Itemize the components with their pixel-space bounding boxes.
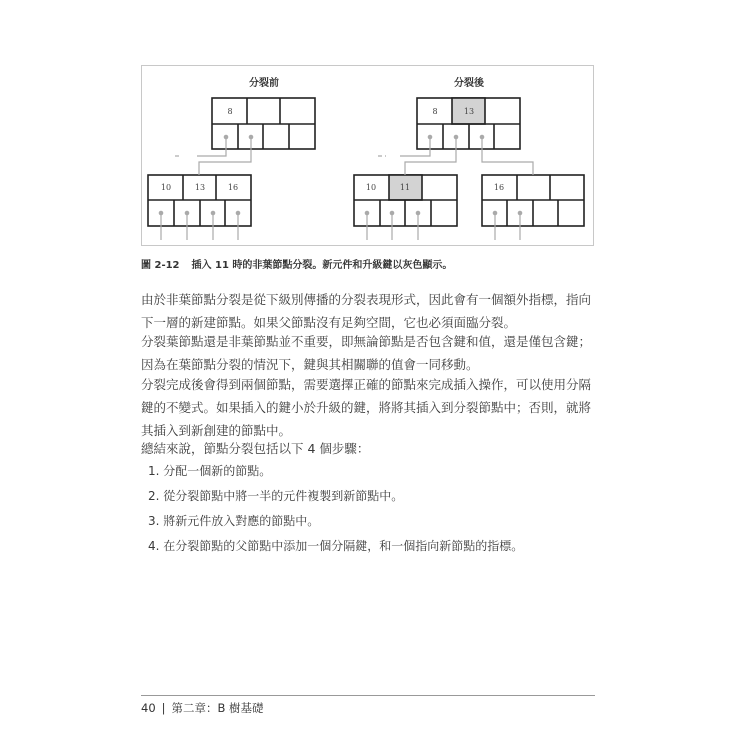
after-parent-node (417, 98, 520, 149)
key-after-parent-0: 8 (432, 107, 438, 116)
key-before-parent-0: 8 (227, 107, 233, 116)
after-title: 分裂後 (454, 78, 484, 89)
paragraph-1: 由於非葉節點分裂是從下級別傳播的分裂表現形式，因此會有一個額外指標，指向下一層的新建節點。如果父節點沒有足夠空間，它也必須面臨分裂。 (141, 292, 592, 330)
step-2: 2. 從分裂節點中將一半的元件複製到新節點中。 (148, 489, 404, 503)
caption-number: 圖 2-12 (141, 260, 180, 271)
step-1: 1. 分配一個新的節點。 (148, 464, 272, 478)
before-parent-node (212, 98, 315, 149)
caption-text: 插入 11 時的非葉節點分裂。新元件和升級鍵以灰色顯示。 (191, 260, 453, 271)
step-4: 4. 在分裂節點的父節點中添加一個分隔鍵，和一個指向新節點的指標。 (148, 539, 524, 553)
key-after-parent-1: 13 (463, 107, 475, 116)
key-after-right-0: 16 (493, 183, 505, 192)
key-before-leaf-0: 10 (160, 183, 172, 192)
key-after-left-0: 10 (365, 183, 377, 192)
key-before-leaf-1: 13 (194, 183, 206, 192)
paragraph-2: 分裂葉節點還是非葉節點並不重要，即無論節點是否包含鍵和值，還是僅包含鍵；因為在葉節點分裂的情況下，鍵與其相關聯的值會一同移動。 (141, 334, 592, 372)
footer-separator: | (161, 701, 166, 715)
figure-caption (141, 256, 452, 271)
key-after-left-1: 11 (399, 183, 411, 192)
btree-split-diagram (0, 0, 750, 260)
before-title: 分裂前 (249, 78, 279, 89)
paragraph-3: 分裂完成後會得到兩個節點，需要選擇正確的節點來完成插入操作，可以使用分隔鍵的不變式。如果插入的鍵小於升級的鍵，將將其插入到分裂節點中；否則，就將其插入到新創建的節點中。 (141, 377, 592, 438)
footer-rule (141, 695, 595, 696)
chapter-title: 第二章：B 樹基礎 (171, 701, 264, 715)
page-footer (141, 700, 264, 716)
page-number: 40 (141, 701, 156, 715)
key-before-leaf-2: 16 (227, 183, 239, 192)
step-3: 3. 將新元件放入對應的節點中。 (148, 514, 320, 528)
paragraph-4: 總結來說，節點分裂包括以下 4 個步驟： (141, 441, 370, 456)
